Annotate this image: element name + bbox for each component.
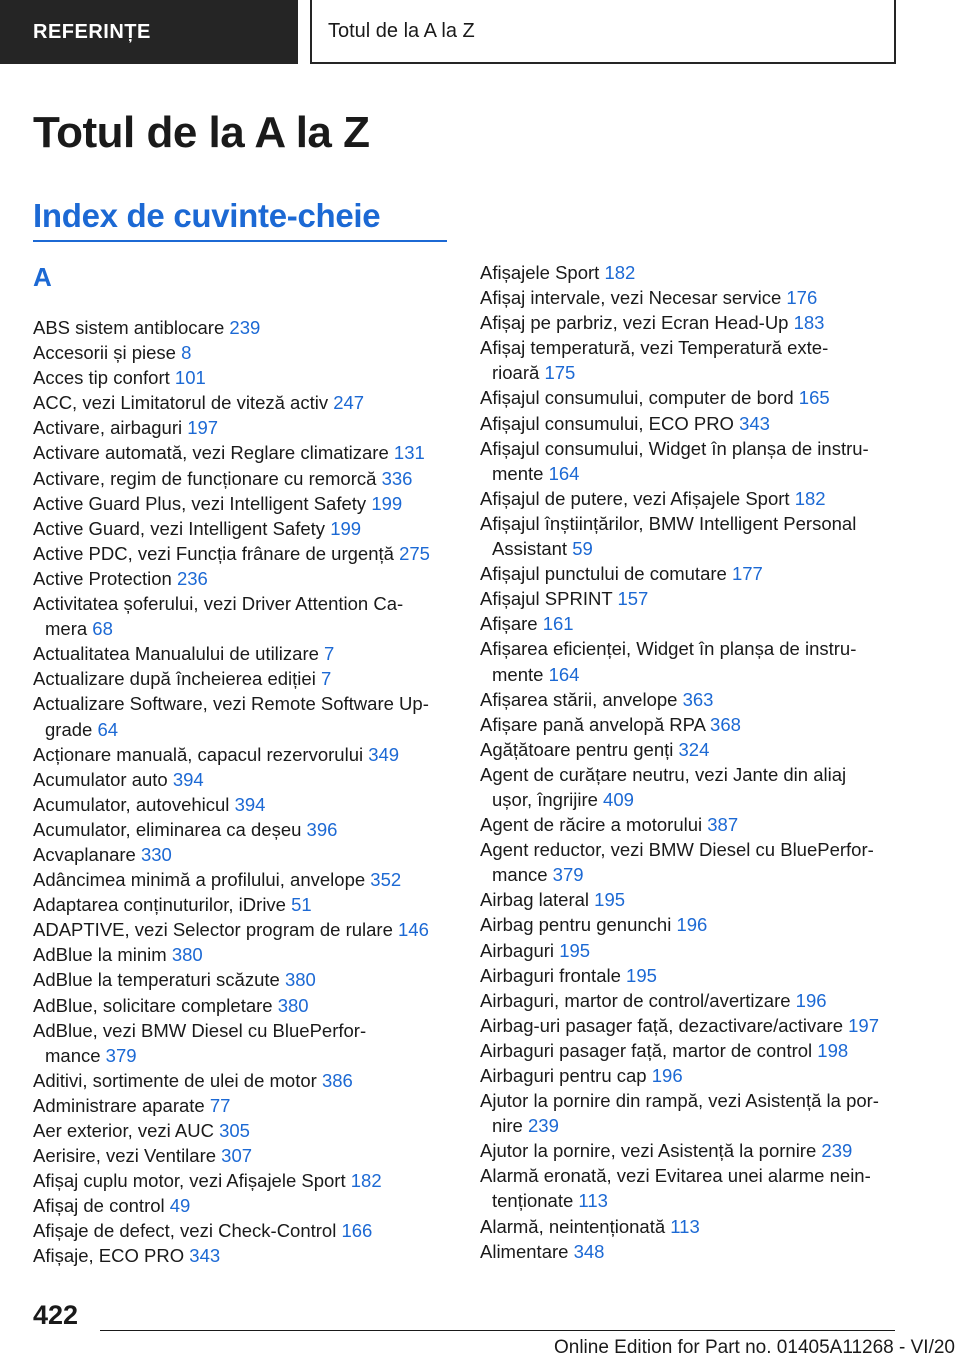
page-reference-link[interactable]: 386	[321, 1069, 353, 1091]
index-entry-text: Aer exterior, vezi AUC	[33, 1120, 214, 1141]
index-entry	[33, 365, 443, 390]
index-entry-text: Afișajul consumului, computer de bord	[480, 387, 794, 409]
index-entry-text: Airbaguri pasager față, martor de control	[480, 1039, 813, 1061]
index-entry	[33, 1168, 443, 1193]
page-reference-link[interactable]: 196	[795, 989, 827, 1011]
index-entry	[33, 1243, 443, 1268]
page-reference-link[interactable]: 199	[330, 517, 362, 539]
index-entry-text: Afișaj intervale, vezi Necesar service	[480, 287, 782, 309]
index-entry-text: AdBlue la temperaturi scăzute	[33, 969, 280, 991]
page-reference-link[interactable]: 8	[181, 342, 192, 364]
index-entry	[480, 1163, 900, 1213]
page-reference-link[interactable]: 324	[678, 738, 710, 760]
index-entry	[33, 867, 443, 892]
index-entry-text: Airbag pentru genunchi	[480, 914, 672, 936]
index-entry	[480, 1063, 900, 1088]
page-reference-link[interactable]: 166	[341, 1220, 373, 1242]
index-entry	[480, 963, 900, 988]
index-entry	[480, 1038, 900, 1063]
page-reference-link[interactable]: 195	[594, 889, 626, 911]
footer-divider	[100, 1330, 895, 1331]
index-entry-continuation: mance	[492, 864, 548, 886]
index-entry	[480, 1138, 900, 1163]
index-entry-continuation: Assistant	[492, 538, 568, 560]
index-entry-text: Administrare aparate	[33, 1094, 205, 1116]
page-reference-link[interactable]: 379	[552, 864, 584, 886]
page-reference-link[interactable]: 197	[187, 417, 219, 439]
index-entry-text: ACC, vezi Limitatorul de viteză activ	[33, 392, 329, 414]
page-header	[0, 0, 960, 64]
page-reference-link[interactable]: 7	[324, 643, 335, 665]
index-entry-text: Airbag lateral	[480, 889, 590, 911]
index-entry-text: Agent reductor, vezi BMW Diesel cu BluePerfor-	[480, 839, 874, 861]
index-entry-text: Active Protection	[33, 567, 172, 589]
index-entry-text: Afișare	[480, 613, 538, 635]
index-entry-continuation: grade	[45, 718, 93, 740]
index-entry-text: Active PDC, vezi Funcția frânare de urgență	[33, 542, 394, 564]
index-entry	[480, 411, 900, 436]
index-entry-text: Agent de răcire a motorului	[480, 814, 703, 836]
index-entry	[480, 385, 900, 410]
page-reference-link[interactable]: 380	[284, 969, 316, 991]
index-entry	[480, 938, 900, 963]
index-entry	[33, 892, 443, 917]
index-entry-text: Ajutor la pornire din rampă, vezi Asistență la por-	[480, 1090, 879, 1112]
page-reference-link[interactable]: 7	[320, 668, 332, 690]
footer-edition-text: Online Edition for Part no. 01405A11268 - VI/20	[553, 1337, 955, 1358]
page-reference-link[interactable]: 394	[172, 768, 204, 790]
index-entry-text: Active Guard, vezi Intelligent Safety	[33, 517, 326, 539]
index-entry-text: Acționare manuală, capacul rezervorului	[33, 743, 364, 765]
page-reference-link[interactable]: 146	[398, 919, 429, 941]
index-entry-text: Acvaplanare	[33, 843, 136, 865]
index-entry	[33, 967, 443, 992]
index-entry	[480, 762, 900, 812]
page-reference-link[interactable]: 275	[399, 542, 430, 564]
index-entry	[33, 1093, 443, 1118]
index-entry	[33, 591, 443, 641]
page-reference-link[interactable]: 165	[798, 387, 830, 409]
index-entry-text: Alarmă eronată, vezi Evitarea unei alarme nein-	[480, 1165, 871, 1187]
index-subtitle: Index de cuvinte-cheie	[33, 197, 381, 234]
page-reference-link[interactable]: 368	[710, 713, 741, 735]
index-entry	[480, 486, 900, 511]
index-entry	[33, 641, 443, 666]
index-entry	[480, 636, 900, 686]
index-entry	[33, 566, 443, 591]
index-entry-text: Afișarea stării, anvelope	[480, 688, 678, 710]
index-entry	[33, 491, 443, 516]
index-entry	[480, 335, 900, 385]
index-entry	[480, 687, 900, 712]
page-reference-link[interactable]: 343	[189, 1245, 221, 1267]
page-reference-link[interactable]: 77	[209, 1094, 231, 1116]
index-entry-text: Afișaj pe parbriz, vezi Ecran Head-Up	[480, 312, 789, 334]
page-reference-link[interactable]: 199	[371, 492, 403, 514]
index-entry	[33, 1193, 443, 1218]
index-entry-text: Accesorii și piese	[33, 342, 176, 364]
index-entry	[33, 315, 443, 340]
index-entry	[480, 837, 900, 887]
index-entry-text: AdBlue, solicitare completare	[33, 994, 273, 1016]
index-entry-text: Agățătoare pentru genți	[480, 738, 674, 760]
index-entry	[480, 561, 900, 586]
page-reference-link[interactable]: 379	[105, 1044, 137, 1066]
chapter-title: Totul de la A la Z	[310, 0, 896, 64]
page-reference-link[interactable]: 182	[794, 487, 826, 509]
index-entry-text: Airbaguri	[480, 939, 555, 961]
page-reference-link[interactable]: 131	[393, 442, 425, 464]
index-entry-text: Activitatea șoferului, vezi Driver Attention Ca-	[33, 593, 404, 615]
page-reference-link[interactable]: 198	[817, 1039, 849, 1061]
index-entry	[480, 1088, 900, 1138]
index-entry	[480, 737, 900, 762]
page-reference-link[interactable]: 343	[739, 412, 770, 434]
index-entry	[33, 340, 443, 365]
index-entry-text: Afișaj de control	[33, 1195, 165, 1217]
index-entry	[480, 912, 900, 937]
index-entry	[33, 917, 443, 942]
page-reference-link[interactable]: 387	[707, 814, 739, 836]
index-entry-text: Actualizare Software, vezi Remote Software Up-	[33, 693, 429, 715]
index-entry	[33, 666, 443, 691]
index-entry-text: Actualitatea Manualului de utilizare	[33, 643, 319, 665]
index-entry	[33, 541, 443, 566]
index-entry-text: Aerisire, vezi Ventilare	[33, 1145, 217, 1167]
index-entry	[480, 887, 900, 912]
page-reference-link[interactable]: 305	[219, 1120, 250, 1141]
page-reference-link[interactable]: 239	[821, 1140, 853, 1162]
section-tab: REFERINȚE	[0, 0, 298, 64]
index-column-right	[480, 260, 900, 1264]
index-entry	[33, 1018, 443, 1068]
index-entry-text: Adaptarea conținuturilor, iDrive	[33, 894, 286, 916]
index-entry	[33, 1118, 443, 1143]
index-entry	[480, 436, 900, 486]
index-entry	[480, 310, 900, 335]
page-reference-link[interactable]: 363	[682, 688, 714, 710]
page-reference-link[interactable]: 380	[171, 944, 203, 966]
index-entry	[33, 942, 443, 967]
index-entry	[33, 1218, 443, 1243]
index-entry	[33, 440, 443, 465]
index-entry-text: Afișajul consumului, ECO PRO	[480, 412, 734, 434]
index-entry-continuation: mera	[45, 618, 88, 640]
page-reference-link[interactable]: 113	[670, 1215, 700, 1237]
page-reference-link[interactable]: 157	[617, 588, 649, 610]
index-entry-text: Afișajul consumului, Widget în planșa de instru-	[480, 437, 869, 459]
index-entry	[480, 1239, 900, 1264]
index-entry-text: Afișajul SPRINT	[480, 588, 613, 610]
page-reference-link[interactable]: 195	[626, 964, 657, 986]
index-entry	[33, 1143, 443, 1168]
footer-edition	[554, 1337, 955, 1359]
page-reference-link[interactable]: 182	[604, 262, 636, 283]
page-reference-link[interactable]: 330	[140, 843, 172, 865]
page-reference-link[interactable]: 380	[277, 994, 309, 1016]
index-entry-text: Activare automată, vezi Reglare climatizare	[33, 442, 389, 464]
page-reference-link[interactable]: 196	[651, 1065, 683, 1086]
index-entry-text: Airbag-uri pasager față, dezactivare/activare	[480, 1014, 843, 1036]
index-entry	[33, 993, 443, 1018]
page-reference-link[interactable]: 196	[676, 914, 708, 936]
page-reference-link[interactable]: 177	[731, 563, 763, 585]
index-entry-text: Afișare pană anvelopă RPA	[480, 713, 705, 735]
index-entry-text: Adâncimea minimă a profilului, anvelope	[33, 869, 366, 891]
index-entry-text: ADAPTIVE, vezi Selector program de rulare	[33, 919, 393, 941]
page-reference-link[interactable]: 239	[229, 317, 261, 338]
index-entry-text: Airbaguri, martor de control/avertizare	[480, 989, 791, 1011]
index-entry	[480, 712, 900, 737]
index-entry-text: Afișajul înștiințărilor, BMW Intelligent Personal	[480, 512, 857, 534]
page-reference-link[interactable]: 175	[544, 362, 576, 384]
page-reference-link[interactable]: 182	[350, 1170, 382, 1192]
index-entry-text: Afișaje, ECO PRO	[33, 1245, 185, 1267]
index-entry	[480, 285, 900, 310]
index-entry-text: Active Guard Plus, vezi Intelligent Safety	[33, 492, 367, 514]
index-entry	[33, 767, 443, 792]
page-reference-link[interactable]: 197	[848, 1014, 880, 1036]
index-entry-text: Afișarea eficienței, Widget în planșa de instru-	[480, 638, 857, 660]
page-reference-link[interactable]: 239	[528, 1115, 559, 1137]
index-entry-text: Agent de curățare neutru, vezi Jante din aliaj	[480, 763, 847, 785]
index-entry-continuation: ușor, îngrijire	[492, 788, 598, 810]
index-column-left	[33, 315, 443, 1269]
index-entry	[480, 812, 900, 837]
page-reference-link[interactable]: 64	[97, 718, 119, 740]
page-reference-link[interactable]: 307	[221, 1145, 253, 1167]
index-entry-continuation: mente	[492, 462, 544, 484]
index-entry-text: Afișajul de putere, vezi Afișajele Sport	[480, 487, 790, 509]
page-reference-link[interactable]: 49	[169, 1195, 191, 1217]
page-number: 422	[33, 1300, 79, 1330]
page-reference-link[interactable]: 101	[174, 367, 206, 389]
index-entry	[480, 1214, 900, 1239]
page-reference-link[interactable]: 394	[234, 793, 266, 815]
index-entry-text: Alimentare	[480, 1240, 569, 1262]
index-entry-text: Acces tip confort	[33, 367, 170, 389]
page-title: Totul de la A la Z	[33, 108, 370, 157]
index-entry-continuation: mance	[45, 1044, 101, 1066]
index-entry	[33, 691, 443, 741]
index-entry-text: ABS sistem antiblocare	[33, 317, 225, 338]
index-entry	[33, 742, 443, 767]
page-reference-link[interactable]: 352	[370, 869, 402, 891]
index-entry	[480, 586, 900, 611]
index-entry	[33, 817, 443, 842]
index-entry	[480, 260, 900, 285]
page-reference-link[interactable]: 68	[92, 618, 113, 640]
page-reference-link[interactable]: 348	[573, 1240, 605, 1262]
page-reference-link[interactable]: 51	[291, 894, 312, 916]
index-entry-text: Activare, regim de funcționare cu remorcă	[33, 467, 377, 489]
index-entry-text: AdBlue la minim	[33, 944, 167, 966]
index-entry-text: Acumulator auto	[33, 768, 168, 790]
index-entry-continuation: tenționate	[492, 1190, 574, 1212]
page-reference-link[interactable]: 183	[793, 312, 825, 334]
index-entry-text: Afișajele Sport	[480, 262, 600, 283]
index-entry	[33, 466, 443, 491]
page-reference-link[interactable]: 164	[548, 663, 580, 685]
index-entry-text: Activare, airbaguri	[33, 417, 183, 439]
index-entry-text: Afișajul punctului de comutare	[480, 563, 727, 585]
index-entry-text: Afișaj temperatură, vezi Temperatură exte-	[480, 337, 829, 359]
page-reference-link[interactable]: 195	[559, 939, 591, 961]
index-entry-text: Airbaguri frontale	[480, 964, 621, 986]
index-entry-continuation: mente	[492, 663, 544, 685]
page-reference-link[interactable]: 349	[368, 743, 400, 765]
index-entry	[33, 842, 443, 867]
index-entry	[480, 611, 900, 636]
index-entry	[480, 1013, 900, 1038]
index-entry	[33, 390, 443, 415]
index-entry-text: Aditivi, sortimente de ulei de motor	[33, 1069, 317, 1091]
index-entry	[33, 1068, 443, 1093]
index-entry-text: AdBlue, vezi BMW Diesel cu BluePerfor-	[33, 1019, 367, 1041]
subtitle-divider	[33, 240, 447, 242]
page-reference-link[interactable]: 113	[578, 1190, 608, 1212]
page-reference-link[interactable]: 409	[603, 788, 634, 810]
index-entry-text: Acumulator, autovehicul	[33, 793, 230, 815]
page-reference-link[interactable]: 336	[381, 467, 413, 489]
page-reference-link[interactable]: 161	[542, 613, 574, 635]
index-entry	[33, 516, 443, 541]
index-entry-text: Acumulator, eliminarea ca deșeu	[33, 818, 302, 840]
page-reference-link[interactable]: 164	[548, 462, 580, 484]
index-entry-continuation: nire	[492, 1115, 523, 1137]
index-letter-heading: A	[33, 262, 52, 292]
index-entry	[33, 792, 443, 817]
page-reference-link[interactable]: 59	[572, 538, 593, 560]
index-entry-text: Ajutor la pornire, vezi Asistență la pornire	[480, 1140, 817, 1162]
page-reference-link[interactable]: 247	[333, 392, 365, 414]
index-entry-text: Actualizare după încheierea ediției	[33, 668, 316, 690]
index-entry	[33, 415, 443, 440]
page-reference-link[interactable]: 176	[786, 287, 818, 309]
index-entry-continuation: rioară	[492, 362, 540, 384]
index-entry	[480, 988, 900, 1013]
index-entry-text: Alarmă, neintenționată	[480, 1215, 666, 1237]
page-reference-link[interactable]: 396	[306, 818, 338, 840]
index-entry-text: Airbaguri pentru cap	[480, 1065, 647, 1086]
index-entry-text: Afișaj cuplu motor, vezi Afișajele Sport	[33, 1170, 346, 1192]
page-reference-link[interactable]: 236	[176, 567, 208, 589]
index-entry-text: Afișaje de defect, vezi Check-Control	[33, 1220, 337, 1242]
index-entry	[480, 511, 900, 561]
